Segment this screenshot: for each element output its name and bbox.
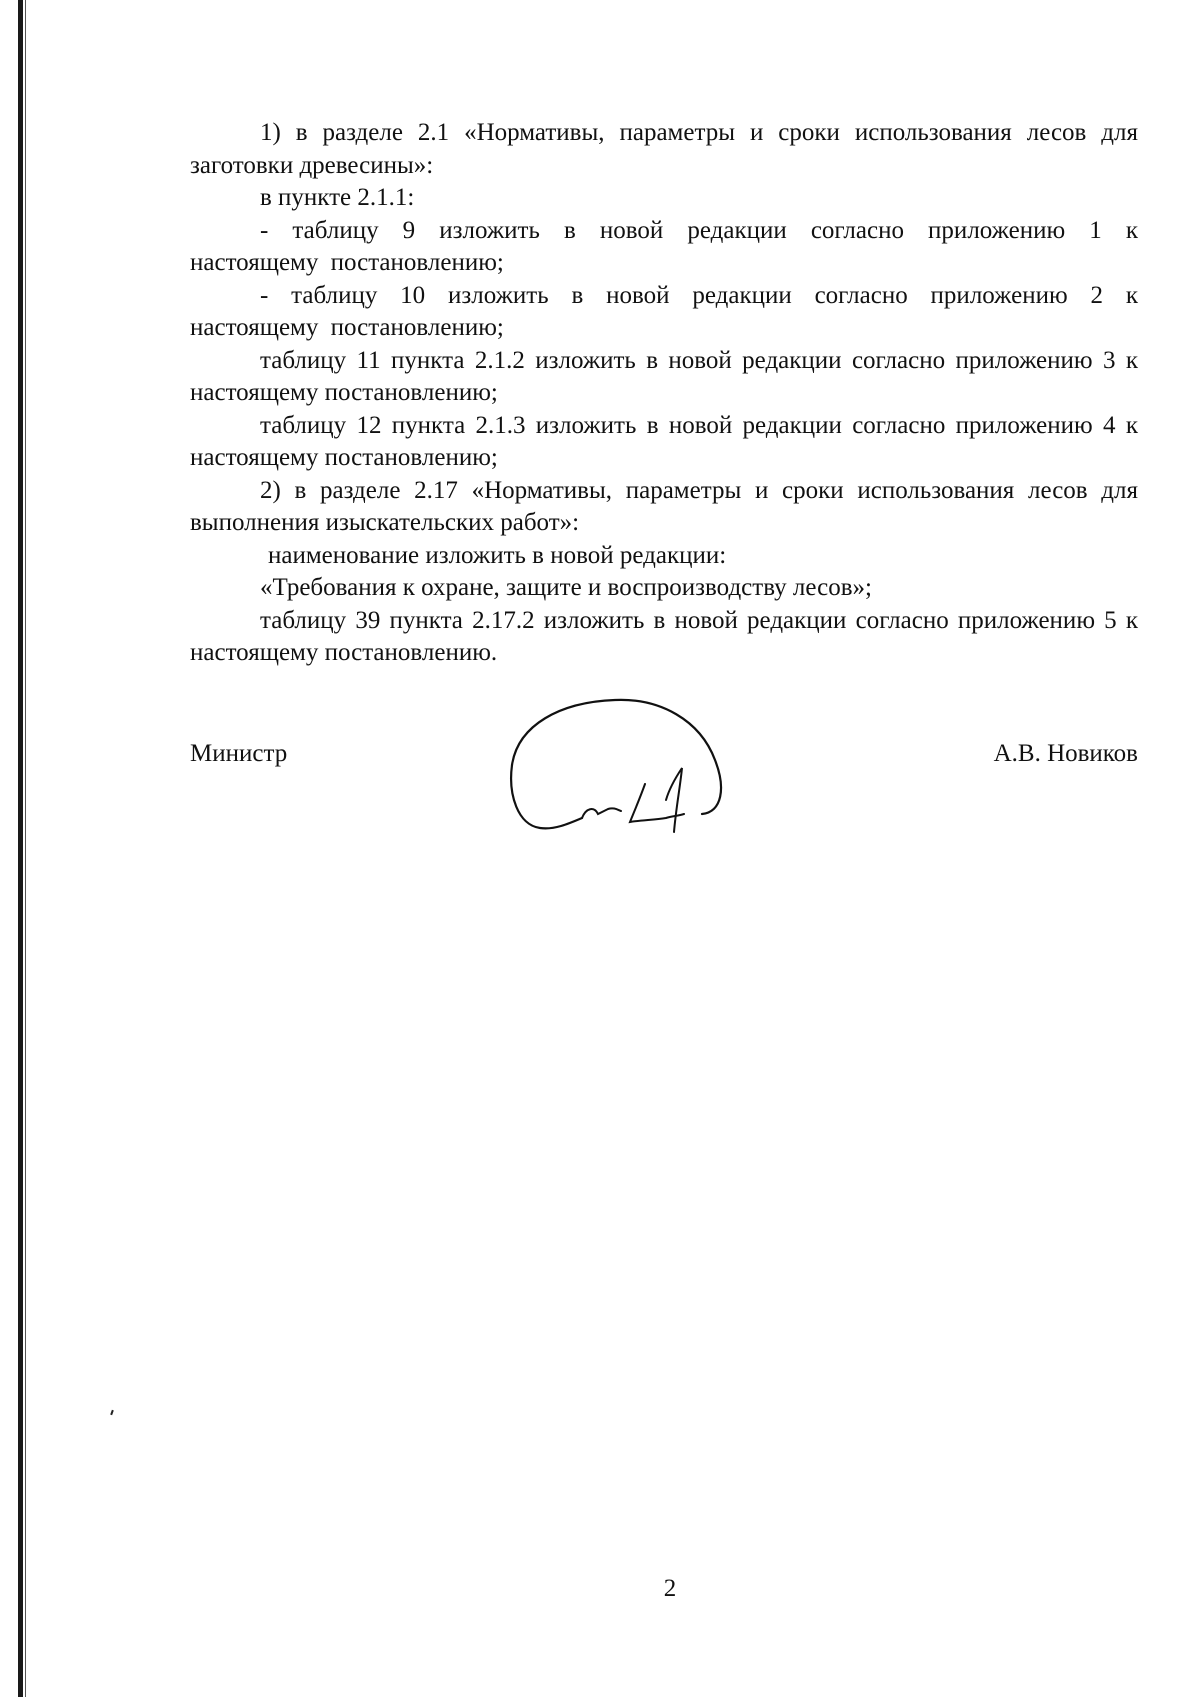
- signatory-title: Министр: [190, 740, 288, 767]
- paragraph-table-11: таблицу 11 пункта 2.1.2 изложить в новой редакции согласно приложению 3 к настоящему постановлению;: [190, 346, 1138, 406]
- binding-edge: [18, 0, 23, 1697]
- binding-edge-line: [25, 0, 26, 1697]
- paragraph-section-2-17: 2) в разделе 2.17 «Нормативы, параметры и сроки использования лесов для выполнения изыскательских работ»:: [190, 476, 1138, 536]
- paragraph-name-change: наименование изложить в новой редакции:: [268, 541, 727, 569]
- document-body: [190, 117, 1138, 670]
- paragraph-item-2-1-1: в пункте 2.1.1:: [260, 184, 415, 211]
- paragraph-table-10: - таблицу 10 изложить в новой редакции согласно приложению 2 к настоящему постановлению;: [190, 281, 1138, 341]
- paragraph-table-39: таблицу 39 пункта 2.17.2 изложить в новой редакции согласно приложению 5 к настоящему постановлению.: [190, 606, 1138, 666]
- page-number: 2: [663, 1575, 677, 1602]
- paragraph-table-9: - таблицу 9 изложить в новой редакции согласно приложению 1 к настоящему постановлению;: [190, 216, 1138, 276]
- signatory-name: А.В. Новиков: [993, 740, 1138, 767]
- handwritten-signature: [490, 690, 740, 840]
- paragraph-table-12: таблицу 12 пункта 2.1.3 изложить в новой редакции согласно приложению 4 к настоящему постановлению;: [190, 411, 1138, 471]
- paragraph-section-2-1: 1) в разделе 2.1 «Нормативы, параметры и сроки использования лесов для заготовки древесины»:: [190, 119, 1138, 179]
- paragraph-new-name: «Требования к охране, защите и воспроизводству лесов»;: [260, 574, 872, 601]
- scan-speck: [110, 1410, 114, 1415]
